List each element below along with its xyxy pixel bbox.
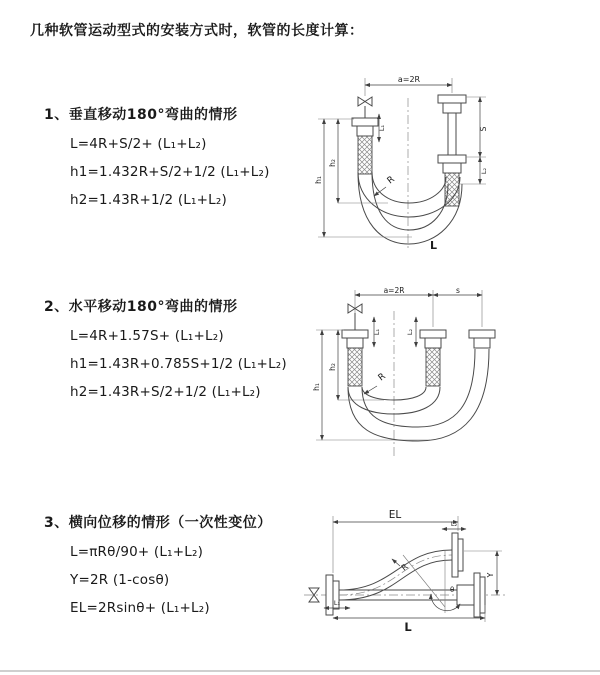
left-hose-end <box>352 118 378 174</box>
radius-annotation <box>392 559 410 573</box>
radius-annotation <box>374 175 397 196</box>
section-1-formula-L: L=4R+S/2+ (L₁+L₂) <box>70 136 207 152</box>
displaced-hose-position <box>339 550 455 600</box>
dim-label-h2: h₂ <box>328 159 337 167</box>
left-hose-end <box>342 330 368 386</box>
dim-label-l1: L₁ <box>378 124 386 132</box>
section-2-formula-h2: h2=1.43R+S/2+1/2 (L₁+L₂) <box>70 384 261 400</box>
section-1-formula-h2: h2=1.43R+1/2 (L₁+L₂) <box>70 192 227 208</box>
dim-label-l2: L₂ <box>406 328 414 336</box>
right-lower-flange <box>457 573 485 617</box>
length-label: L <box>430 239 438 252</box>
section-1 <box>44 104 270 220</box>
height-dimensions <box>312 330 430 440</box>
section-2-formula-h1: h1=1.43R+0.785S+1/2 (L₁+L₂) <box>70 356 287 372</box>
el-dimension <box>333 509 458 573</box>
section-3-heading: 3、横向位移的情形（一次性变位） <box>44 515 272 531</box>
diagram-vertical-move-180-bend <box>312 72 580 262</box>
dim-label-h1: h₁ <box>314 176 323 184</box>
section-3-formula-EL: EL=2Rsinθ+ (L₁+L₂) <box>70 600 210 616</box>
section-1-heading: 1、垂直移动180°弯曲的情形 <box>44 107 238 123</box>
dim-label-l1: L₁ <box>373 328 381 336</box>
dim-label-a2r: a=2R <box>383 287 405 295</box>
diagram-lateral-displacement <box>300 505 510 645</box>
l2-dimension <box>442 520 466 529</box>
theta-label: θ <box>450 586 455 594</box>
right-upper-flange <box>452 533 463 577</box>
dim-label-s: s <box>456 287 460 295</box>
end-fitting-dimensions <box>373 317 416 347</box>
length-label: L <box>404 620 412 634</box>
page-bottom-edge <box>0 670 600 672</box>
radius-label: R <box>399 562 410 573</box>
section-2 <box>44 296 287 412</box>
radius-label: R <box>376 371 388 384</box>
valve-icon <box>358 97 372 118</box>
radius-label: R <box>385 174 397 187</box>
page-title: 几种软管运动型式的安装方式时，软管的长度计算： <box>30 23 364 39</box>
right-hose-end <box>469 330 495 348</box>
dim-label-l2: L₂ <box>450 520 458 528</box>
radius-annotation <box>364 372 388 394</box>
left-flange <box>326 575 339 615</box>
hose-u-bends <box>348 349 489 441</box>
section-1-formula-h1: h1=1.432R+S/2+1/2 (L₁+L₂) <box>70 164 270 180</box>
stroke-dimensions <box>459 97 488 184</box>
section-3-formula-L: L=πRθ/90+ (L₁+L₂) <box>70 544 204 560</box>
section-2-heading: 2、水平移动180°弯曲的情形 <box>44 299 238 315</box>
section-3 <box>44 512 272 628</box>
dim-label-a2r: a=2R <box>397 75 421 84</box>
dim-label-h2: h₂ <box>328 363 337 371</box>
dim-label-h1: h₁ <box>312 383 321 391</box>
diagram-horizontal-move-180-bend <box>312 287 590 472</box>
top-dimension-a2r <box>365 75 452 96</box>
dim-label-el: EL <box>388 509 402 521</box>
section-3-formula-Y: Y=2R (1-cosθ) <box>70 572 170 588</box>
middle-hose-end <box>420 330 446 386</box>
dim-label-s: S <box>479 126 488 132</box>
dim-label-l1: L₁ <box>333 599 341 607</box>
dim-label-y: Y <box>486 572 495 578</box>
dim-label-l2: L₂ <box>480 167 488 175</box>
section-2-formula-L: L=4R+1.57S+ (L₁+L₂) <box>70 328 224 344</box>
l-dimension <box>333 605 485 634</box>
